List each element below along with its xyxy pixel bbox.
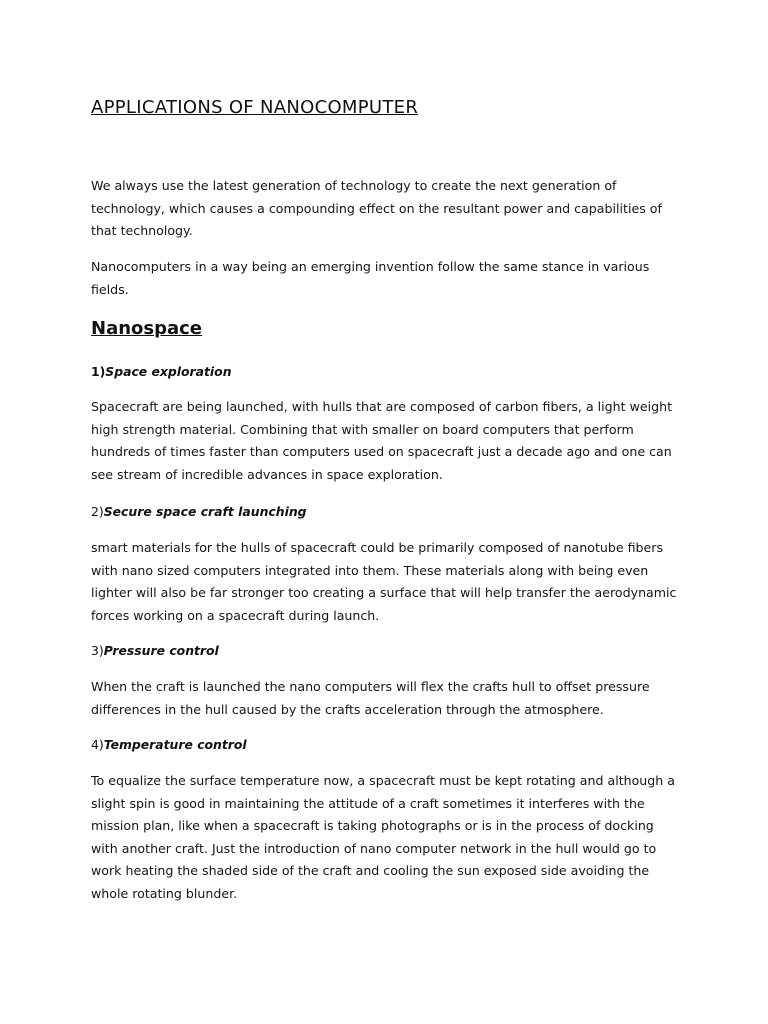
paragraph-pressure-control: When the craft is launched the nano computers will flex the crafts hull to offset pressure differences in the hull caused by the crafts acceleration through the atmosphere. <box>91 679 650 717</box>
subheading-number: 4) <box>91 737 104 752</box>
subheading-label: Temperature control <box>103 737 247 752</box>
subheading-number: 2) <box>91 504 104 519</box>
subheading-space-exploration <box>91 362 232 382</box>
subheading-secure-launching <box>91 502 307 522</box>
paragraph-secure-launching: smart materials for the hulls of spacecraft could be primarily composed of nanotube fibers with nano sized computers integrated into them. These materials along with being even lighter will also be far stronger too creating a surface that will help transfer the aerodynamic forces working on a spacecraft during launch. <box>91 540 677 623</box>
subheading-pressure-control <box>91 641 219 661</box>
subheading-label: Secure space craft launching <box>103 504 307 519</box>
subheading-number: 1) <box>91 364 106 379</box>
document-title: APPLICATIONS OF NANOCOMPUTER <box>91 97 419 118</box>
subheading-number: 3) <box>91 643 104 658</box>
subheading-label: Space exploration <box>105 364 232 379</box>
section-heading-nanospace: Nanospace <box>91 318 203 339</box>
paragraph-space-exploration: Spacecraft are being launched, with hulls that are composed of carbon fibers, a light weight high strength material. Combining that with smaller on board computers that perform hundreds of times faster than computers used on spacecraft just a decade ago and one can see stream of incredible advances in space exploration. <box>91 399 673 482</box>
intro-paragraph-1: We always use the latest generation of technology to create the next generation of technology, which causes a compounding effect on the resultant power and capabilities of that technology. <box>91 178 662 239</box>
subheading-label: Pressure control <box>103 643 219 658</box>
subheading-temperature-control <box>91 735 247 755</box>
paragraph-temperature-control: To equalize the surface temperature now, a spacecraft must be kept rotating and although a slight spin is good in maintaining the attitude of a craft sometimes it interferes with the mission plan, like when a spacecraft is taking photographs or is in the process of docking with another craft. Just the introduction of nano computer network in the hull would go to work heating the shaded side of the craft and cooling the sun exposed side avoiding the whole rotating blunder. <box>91 773 675 901</box>
intro-paragraph-2: Nanocomputers in a way being an emerging invention follow the same stance in various fields. <box>91 259 650 297</box>
